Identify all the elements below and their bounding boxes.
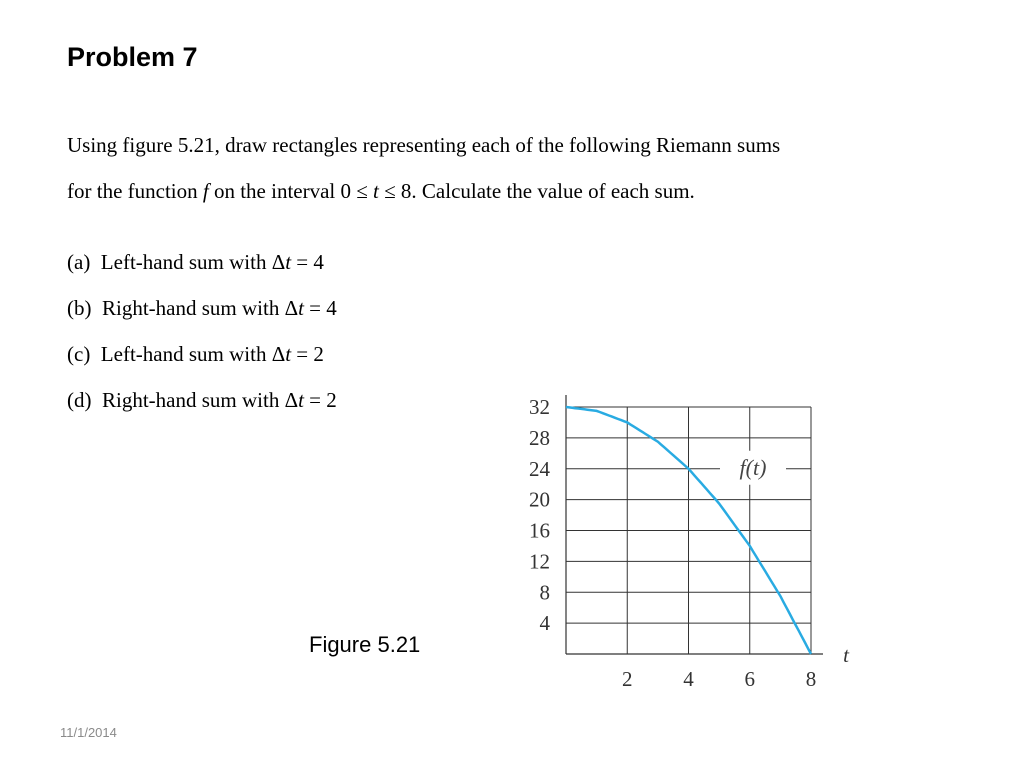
question-text: (c) Left-hand sum with Δ [67, 342, 286, 366]
statement-text: on the interval 0 ≤ [208, 179, 374, 203]
variable-symbol: t [373, 179, 379, 203]
footer-date: 11/1/2014 [60, 725, 117, 740]
variable-symbol: t [298, 296, 304, 320]
statement-text: for the function [67, 179, 203, 203]
y-tick-label: 16 [529, 518, 550, 543]
y-tick-label: 20 [529, 487, 550, 512]
x-axis-label: t [843, 643, 849, 667]
variable-symbol: t [298, 388, 304, 412]
problem-title: Problem 7 [67, 42, 198, 72]
y-tick-label: 32 [529, 395, 550, 419]
variable-symbol: t [285, 342, 292, 366]
x-tick-label: 2 [622, 667, 633, 691]
question-value: = 2 [303, 388, 337, 412]
x-tick-label: 4 [683, 667, 694, 691]
y-tick-label: 28 [529, 425, 550, 450]
function-symbol: f [202, 179, 209, 203]
variable-symbol: t [285, 250, 292, 274]
y-tick-label: 8 [539, 580, 550, 605]
statement-line-1: Using figure 5.21, draw rectangles representing each of the following Riemann sums [67, 133, 781, 157]
curve-label: f(t) [739, 454, 767, 480]
question-value: = 2 [291, 342, 324, 366]
statement-text: ≤ 8. Calculate the value of each sum. [378, 179, 695, 203]
figure-caption: Figure 5.21 [309, 632, 421, 657]
question-value: = 4 [303, 296, 337, 320]
question-value: = 4 [291, 250, 324, 274]
question-text: (d) Right-hand sum with Δ [67, 388, 299, 412]
x-tick-label: 8 [805, 667, 817, 691]
y-tick-label: 24 [529, 456, 550, 481]
question-text: (b) Right-hand sum with Δ [67, 296, 299, 320]
y-tick-label: 4 [539, 611, 550, 636]
y-tick-label: 12 [529, 549, 550, 574]
x-tick-label: 6 [744, 667, 755, 691]
question-text: (a) Left-hand sum with Δ [67, 250, 286, 274]
